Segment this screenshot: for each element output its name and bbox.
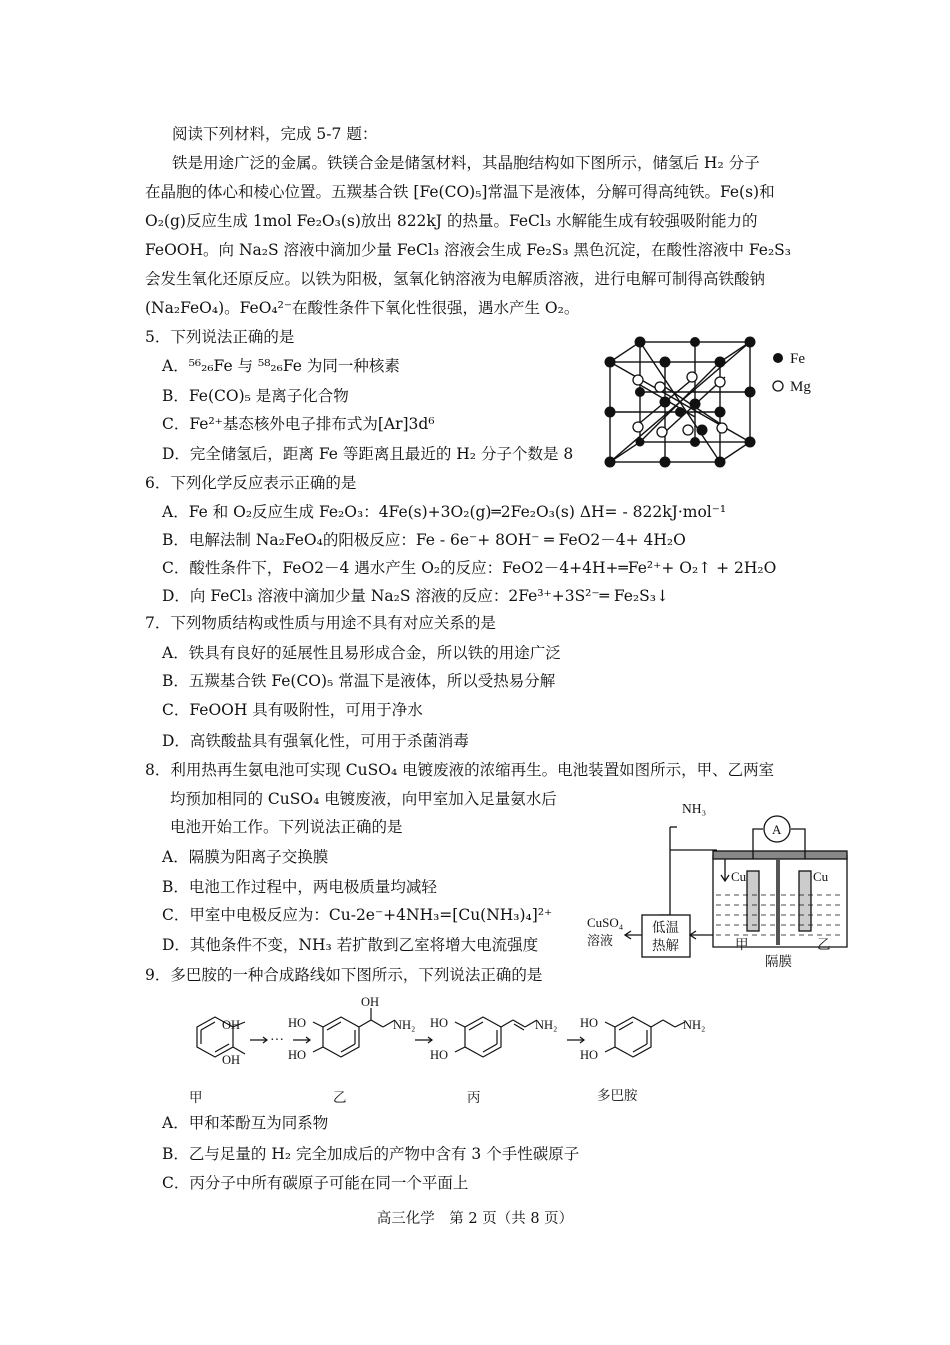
q5-option-b: B．Fe(CO)₅ 是离子化合物: [162, 387, 349, 405]
q8-option-c: C．甲室中电极反应为：Cu-2e⁻+4NH₃=[Cu(NH₃)₄]²⁺: [162, 906, 553, 924]
cu-right-label: Cu: [813, 869, 829, 884]
dopamine-nh2: NH₂: [683, 1018, 706, 1032]
membrane-label: 隔膜: [765, 954, 792, 969]
bing-ho-1: HO: [430, 1016, 449, 1030]
mg-legend-label: Mg: [790, 379, 811, 395]
q5-stem: 5．下列说法正确的是: [145, 328, 295, 346]
bing-ho-2: HO: [430, 1048, 449, 1062]
bing-nh2: NH₂: [535, 1018, 558, 1032]
q6-option-d: D．向 FeCl₃ 溶液中滴加少量 Na₂S 溶液的反应：2Fe³⁺+3S²⁻═ Fe₂S₃↓: [162, 587, 669, 605]
passage-line: O₂(g)反应生成 1mol Fe₂O₃(s)放出 822kJ 的热量。FeCl₃ 水解能生成有较强吸附能力的: [145, 212, 758, 230]
q7-option-d: D．高铁酸盐具有强氧化性，可用于杀菌消毒: [162, 732, 469, 750]
mg-legend-marker: [773, 381, 783, 391]
nh3-label: NH₃: [682, 801, 707, 816]
q5-option-c: C．Fe²⁺基态核外电子排布式为[Ar]3d⁶: [162, 415, 435, 433]
yi-ho-1: HO: [288, 1016, 307, 1030]
q9-option-b: B．乙与足量的 H₂ 完全加成后的产物中含有 3 个手性碳原子: [162, 1145, 580, 1163]
passage-line: 会发生氧化还原反应。以铁为阳极，氢氧化钠溶液为电解质溶液，进行电解可制得高铁酸钠: [145, 270, 766, 288]
q8-stem: 8．利用热再生氨电池可实现 CuSO₄ 电镀废液的浓缩再生。电池装置如图所示，甲、乙两室: [145, 761, 775, 779]
q8-option-a: A．隔膜为阳离子交换膜: [162, 848, 329, 866]
page-footer: 高三化学 第 2 页（共 8 页）: [376, 1211, 574, 1227]
q7-option-c: C．FeOOH 具有吸附性，可用于净水: [162, 701, 423, 719]
dopamine-ho-1: HO: [580, 1016, 599, 1030]
q5-option-a: A．⁵⁶₂₆Fe 与 ⁵⁸₂₆Fe 为同一种核素: [162, 357, 400, 375]
q7-option-b: B．五羰基合铁 Fe(CO)₅ 常温下是液体，所以受热易分解: [162, 672, 556, 690]
cuso4-label: CuSO₄: [587, 915, 624, 930]
jia-chamber-label: 甲: [735, 937, 749, 952]
passage-line: 在晶胞的体心和棱心位置。五羰基合铁 [Fe(CO)₅]常温下是液体，分解可得高纯铁。Fe(s)和: [145, 183, 775, 201]
q9-option-c: C．丙分子中所有碳原子可能在同一个平面上: [162, 1174, 469, 1192]
pyrolysis-label: 热解: [652, 938, 679, 953]
compound-yi-label: 乙: [333, 1090, 347, 1105]
solution-label: 溶液: [587, 933, 614, 948]
q5-option-d: D．完全储氢后，距离 Fe 等距离且最近的 H₂ 分子个数是 8: [162, 445, 574, 463]
q8-stem-line: 电池开始工作。下列说法正确的是: [170, 818, 403, 836]
compound-dopamine-label: 多巴胺: [597, 1088, 638, 1103]
yi-oh: OH: [361, 995, 380, 1009]
q8-stem-line: 均预加相同的 CuSO₄ 电镀废液，向甲室加入足量氨水后: [170, 790, 557, 808]
q6-option-a: A．Fe 和 O₂反应生成 Fe₂O₃：4Fe(s)+3O₂(g)═2Fe₂O₃(s) ΔH= - 822kJ·mol⁻¹: [162, 503, 727, 521]
q8-option-d: D．其他条件不变，NH₃ 若扩散到乙室将增大电流强度: [162, 936, 539, 954]
cu-left-label: Cu: [731, 869, 747, 884]
passage-line: FeOOH。向 Na₂S 溶液中滴加少量 FeCl₃ 溶液会生成 Fe₂S₃ 黑色沉淀，在酸性溶液中 Fe₂S₃: [145, 241, 791, 259]
compound-bing-label: 丙: [467, 1090, 481, 1105]
q7-stem: 7．下列物质结构或性质与用途不具有对应关系的是: [145, 614, 496, 632]
fe-legend-marker: [773, 353, 783, 363]
passage-line: 铁是用途广泛的金属。铁镁合金是储氢材料，其晶胞结构如下图所示，储氢后 H₂ 分子: [172, 154, 760, 172]
ellipsis-arrow-label: ···: [270, 1033, 284, 1048]
q9-stem: 9．多巴胺的一种合成路线如下图所示，下列说法正确的是: [145, 966, 543, 984]
yi-nh2: NH₂: [393, 1018, 416, 1032]
crystal-cell-figure: [600, 332, 825, 472]
jia-oh-2: OH: [222, 1053, 241, 1067]
q6-stem: 6．下列化学反应表示正确的是: [145, 474, 357, 492]
ammeter-icon: A: [772, 822, 782, 837]
dopamine-ho-2: HO: [580, 1048, 599, 1062]
synthesis-route-figure: [175, 992, 720, 1110]
q9-option-a: A．甲和苯酚互为同系物: [162, 1114, 329, 1132]
fe-legend-label: Fe: [790, 351, 805, 367]
compound-jia-label: 甲: [189, 1090, 203, 1105]
low-temp-label: 低温: [652, 920, 679, 935]
yi-ho-2: HO: [288, 1048, 307, 1062]
q7-option-a: A．铁具有良好的延展性且易形成合金，所以铁的用途广泛: [162, 644, 561, 662]
q6-option-c: C．酸性条件下，FeO2－4 遇水产生 O₂的反应：FeO2－4+4H+═Fe²⁺+ O₂↑ + 2H₂O: [162, 559, 777, 577]
q8-option-b: B．电池工作过程中，两电极质量均减轻: [162, 878, 437, 896]
q6-option-b: B．电解法制 Na₂FeO₄的阳极反应：Fe - 6e⁻+ 8OH⁻ ═ FeO2－4+ 4H₂O: [162, 531, 686, 549]
battery-figure: [585, 795, 857, 970]
passage-line: (Na₂FeO₄)。FeO₄²⁻在酸性条件下氧化性很强，遇水产生 O₂。: [145, 299, 580, 317]
jia-oh-1: OH: [222, 1018, 241, 1032]
passage-heading: 阅读下列材料，完成 5-7 题：: [172, 125, 378, 143]
yi-chamber-label: 乙: [817, 937, 831, 952]
